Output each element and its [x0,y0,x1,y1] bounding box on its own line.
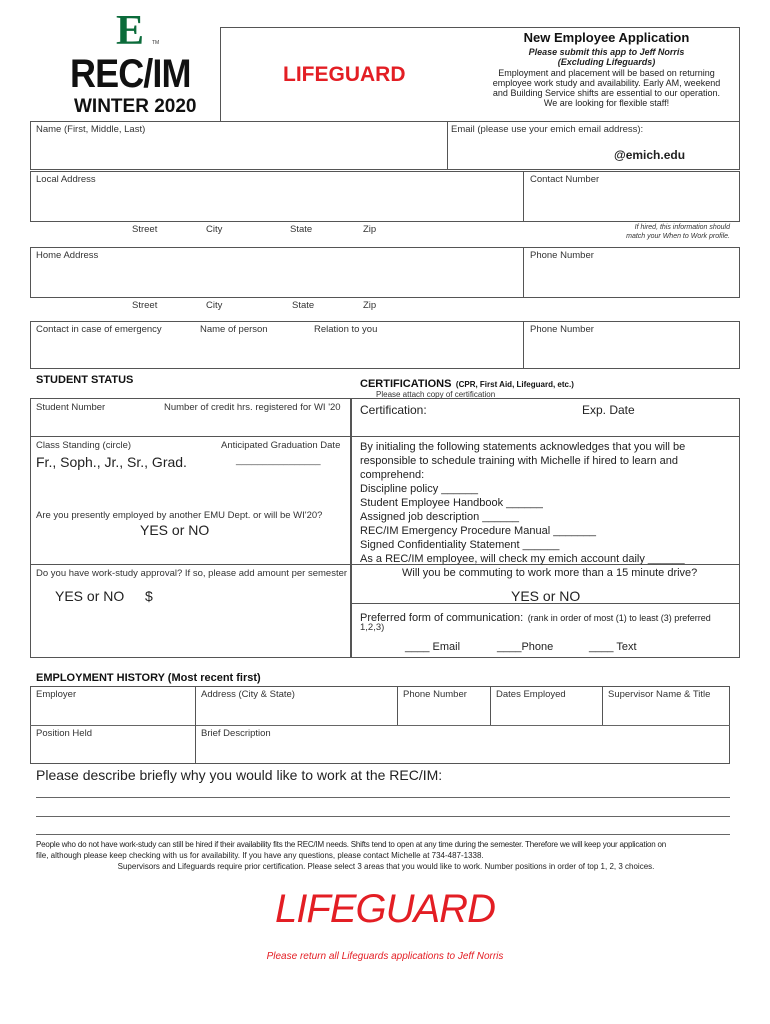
local-address-field[interactable] [30,171,524,222]
ack-handbook[interactable]: Student Employee Handbook ______ [360,497,543,509]
comm-email-option[interactable]: ____ Email [405,641,461,653]
home-state-label: State [292,300,315,311]
application-body3: and Building Service shifts are essential to our operation. [492,88,721,98]
why-question: Please describe briefly why you would like to work at the REC/IM: [36,767,443,783]
footer-note [36,839,736,872]
emergency-relation-label: Relation to you [314,324,378,335]
home-city-label: City [206,300,223,311]
col-divider-2 [397,686,398,725]
communication-row [360,608,711,626]
contact-number-label: Contact Number [530,174,600,185]
supervisor-label: Supervisor Name & Title [608,689,711,700]
logo-tm: TM [152,40,160,46]
emergency-phone-label: Phone Number [530,324,594,335]
ack-emich-account[interactable]: As a REC/IM employee, will check my emich account daily ______ [360,553,685,565]
home-zip-label: Zip [363,300,377,311]
local-street-label: Street [132,224,158,235]
ack-line2: responsible to schedule training with Michelle if hired to learn and [360,455,678,467]
class-standing-label: Class Standing (circle) [36,440,132,451]
certifications-note: (CPR, First Aid, Lifeguard, etc.) [455,380,574,389]
logo-brand: REC/IM [70,52,191,96]
footer-lifeguard-title: LIFEGUARD [275,887,495,931]
home-street-label: Street [132,300,158,311]
return-instructions: Please return all Lifeguards applications to Jeff Norris [266,951,504,962]
w2w-note-line2: match your When to Work profile. [626,233,730,240]
employed-question: Are you presently employed by another EMU Dept. or will be WI'20? [36,510,323,521]
employed-answer[interactable]: YES or NO [140,522,210,538]
employment-row-divider [30,725,730,726]
graduation-label: Anticipated Graduation Date [221,440,341,451]
certifications-attach: Please attach copy of certification [376,390,496,399]
logo [70,10,205,120]
ack-confidentiality[interactable]: Signed Confidentiality Statement ______ [360,539,560,551]
header-position-title: LIFEGUARD [283,63,406,86]
application-body4: We are looking for flexible staff! [543,98,670,108]
col-divider-3 [490,686,491,725]
employment-history-heading: EMPLOYMENT HISTORY (Most recent first) [36,672,261,684]
col-divider-4 [602,686,603,725]
application-panel [474,28,739,121]
application-sub2: (Excluding Lifeguards) [557,57,656,67]
certifications-heading: CERTIFICATIONS [360,378,452,390]
footer-line3: Supervisors and Lifeguards require prior certification. Please select 3 areas that you would like to work. Number positions in order of top 1, 2, 3 choices. [117,862,655,871]
w2w-note [600,223,730,241]
work-study-amount[interactable]: $ [145,588,153,604]
application-body1: Employment and placement will be based on returning [498,68,715,78]
expiration-label: Exp. Date [582,403,635,417]
dates-employed-label: Dates Employed [496,689,566,700]
commute-answer[interactable]: YES or NO [511,588,581,604]
communication-label: Preferred form of communication: [360,612,524,624]
logo-season: WINTER 2020 [74,96,197,117]
email-suffix: @emich.edu [614,148,686,162]
brief-description-label: Brief Description [201,728,271,739]
home-address-label: Home Address [36,250,99,261]
work-study-question: Do you have work-study approval? If so, please add amount per semester [36,568,348,579]
ack-job-description[interactable]: Assigned job description ______ [360,511,520,523]
emergency-label: Contact in case of emergency [36,324,162,335]
local-state-label: State [290,224,313,235]
home-phone-label: Phone Number [530,250,594,261]
home-address-field[interactable] [30,247,524,298]
comm-text-option[interactable]: ____ Text [589,641,637,653]
communication-rank-values: 1,2,3) [360,622,385,633]
application-title: New Employee Application [523,30,690,45]
student-status-heading: STUDENT STATUS [36,374,134,386]
email-label: Email (please use your emich email address): [451,124,644,135]
class-standing-options[interactable]: Fr., Soph., Jr., Sr., Grad. [36,454,187,470]
application-sub1: Please submit this app to Jeff Norris [528,47,685,57]
col-divider-1 [195,686,196,764]
why-line-2[interactable] [36,816,730,817]
certification-label: Certification: [360,403,427,417]
local-address-label: Local Address [36,174,96,185]
commute-question: Will you be commuting to work more than a 15 minute drive? [402,567,698,579]
why-line-3[interactable] [36,834,730,835]
w2w-note-line1: If hired, this information should [634,224,730,231]
local-zip-label: Zip [363,224,377,235]
logo-e: E [116,8,145,54]
communication-rank: (rank in order of most (1) to least (3) preferred [527,613,711,623]
application-body2: employee work study and availability. Early AM, weekend [492,78,721,88]
name-label: Name (First, Middle, Last) [36,124,146,135]
work-study-answer[interactable]: YES or NO [55,588,125,604]
ack-discipline[interactable]: Discipline policy ______ [360,483,479,495]
employer-address-label: Address (City & State) [201,689,295,700]
footer-line2: file, although please keep checking with us for availability. If you have any questions, please contact Michelle at 734-487-1338. [36,851,484,860]
why-line-1[interactable] [36,797,730,798]
employer-phone-label: Phone Number [403,689,467,700]
graduation-blank[interactable]: ________________ [236,455,321,466]
footer-line1: People who do not have work-study can still be hired if their availability fits the REC/IM needs. Shifts tend to open at any time during the semester. Therefore we will keep your application on [36,840,667,849]
local-city-label: City [206,224,223,235]
ack-emergency-manual[interactable]: REC/IM Emergency Procedure Manual _______ [360,525,597,537]
position-held-label: Position Held [36,728,92,739]
credit-hours-label: Number of credit hrs. registered for WI '20 [164,402,341,413]
ack-line1: By initialing the following statements acknowledges that you will be [360,441,686,453]
student-number-label: Student Number [36,402,106,413]
emergency-name-label: Name of person [200,324,268,335]
ack-line3: comprehend: [360,469,425,481]
employer-label: Employer [36,689,77,700]
comm-phone-option[interactable]: ____Phone [497,641,554,653]
